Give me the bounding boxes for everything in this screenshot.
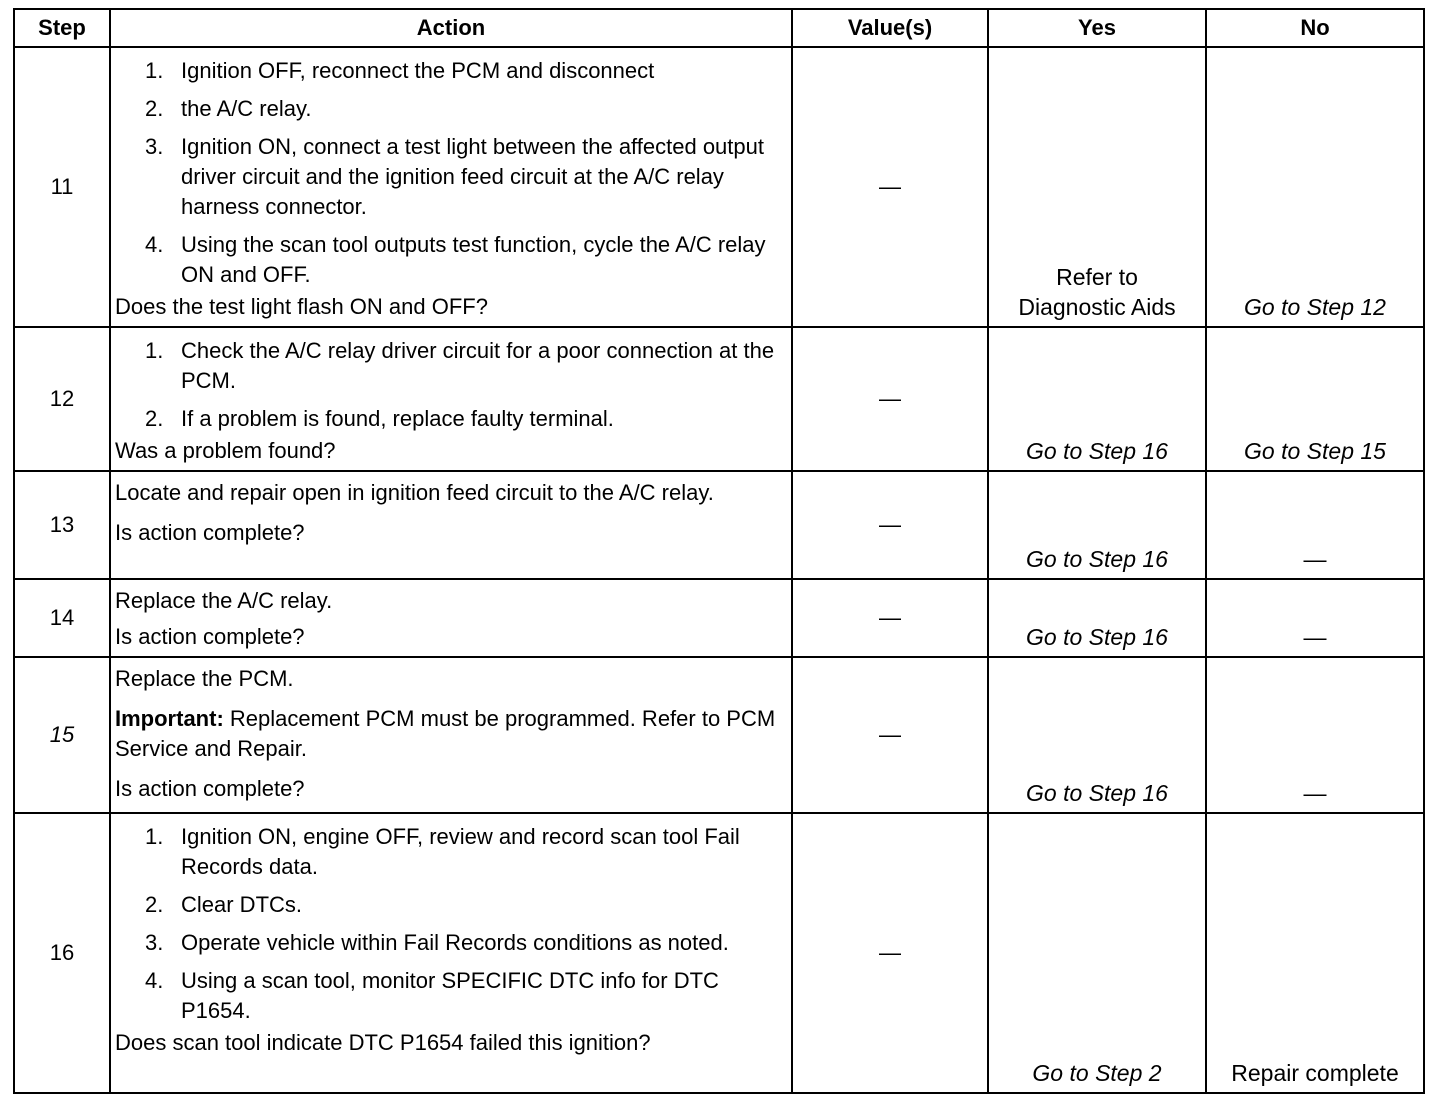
table-row <box>14 327 1424 471</box>
action-question: Was a problem found? <box>115 438 336 463</box>
list-item: 3. Operate vehicle within Fail Records conditions as noted. <box>145 930 729 955</box>
action-question: Is action complete? <box>115 520 305 545</box>
yes-cell: Go to Step 2 <box>988 813 1206 1093</box>
yes-cell: Go to Step 16 <box>988 579 1206 657</box>
no-cell: — <box>1206 471 1424 579</box>
header-no: No <box>1206 9 1424 47</box>
table-row <box>14 579 1424 657</box>
list-item: 4. Using a scan tool, monitor SPECIFIC DTC info for DTC P1654. <box>145 968 719 1023</box>
value-cell: — <box>792 579 988 657</box>
step-number: 16 <box>14 813 110 1093</box>
action-text: Locate and repair open in ignition feed circuit to the A/C relay. <box>115 480 714 505</box>
action-cell <box>110 657 792 813</box>
table-row <box>14 813 1424 1093</box>
step-number: 15 <box>14 657 110 813</box>
list-item: 1. Ignition ON, engine OFF, review and record scan tool Fail Records data. <box>145 824 740 879</box>
yes-cell: Go to Step 16 <box>988 657 1206 813</box>
no-cell: — <box>1206 657 1424 813</box>
important-note: Important: Replacement PCM must be programmed. Refer to PCM Service and Repair. <box>115 706 776 761</box>
no-cell: Go to Step 12 <box>1206 47 1424 327</box>
value-cell: — <box>792 657 988 813</box>
no-cell: Go to Step 15 <box>1206 327 1424 471</box>
action-cell <box>110 327 792 471</box>
action-steps <box>115 822 785 1026</box>
action-text: Replace the A/C relay. <box>115 588 333 613</box>
step-number: 12 <box>14 327 110 471</box>
list-item: 3. Ignition ON, connect a test light between the affected output driver circuit and the ignition feed circuit at the A/C relay harness connector. <box>145 134 764 219</box>
step-number: 11 <box>14 47 110 327</box>
step-number: 14 <box>14 579 110 657</box>
list-item: 1. Check the A/C relay driver circuit for a poor connection at the PCM. <box>145 338 775 393</box>
action-question: Is action complete? <box>115 624 305 649</box>
value-cell: — <box>792 471 988 579</box>
list-item: 2. If a problem is found, replace faulty terminal. <box>145 406 614 431</box>
diagnostic-table <box>13 8 1425 1094</box>
table-row <box>14 471 1424 579</box>
header-values: Value(s) <box>792 9 988 47</box>
no-cell: — <box>1206 579 1424 657</box>
list-item: 1. Ignition OFF, reconnect the PCM and disconnect <box>145 58 655 83</box>
yes-cell: Refer to Diagnostic Aids <box>988 47 1206 327</box>
list-item: 4. Using the scan tool outputs test function, cycle the A/C relay ON and OFF. <box>145 232 766 287</box>
value-cell: — <box>792 327 988 471</box>
action-steps <box>115 336 785 434</box>
action-question: Does scan tool indicate DTC P1654 failed this ignition? <box>115 1030 651 1055</box>
action-steps <box>115 56 785 290</box>
action-cell <box>110 579 792 657</box>
value-cell: — <box>792 813 988 1093</box>
no-cell: Repair complete <box>1206 813 1424 1093</box>
yes-cell: Go to Step 16 <box>988 471 1206 579</box>
action-question: Is action complete? <box>115 776 305 801</box>
action-text: Replace the PCM. <box>115 666 294 691</box>
header-action: Action <box>110 9 792 47</box>
yes-cell: Go to Step 16 <box>988 327 1206 471</box>
value-cell: — <box>792 47 988 327</box>
table-row <box>14 47 1424 327</box>
step-number: 13 <box>14 471 110 579</box>
action-cell <box>110 47 792 327</box>
list-item: 2. the A/C relay. <box>145 96 312 121</box>
header-row <box>14 9 1424 47</box>
action-cell <box>110 813 792 1093</box>
header-yes: Yes <box>988 9 1206 47</box>
header-step: Step <box>14 9 110 47</box>
action-question: Does the test light flash ON and OFF? <box>115 294 488 319</box>
list-item: 2. Clear DTCs. <box>145 892 303 917</box>
table-row <box>14 657 1424 813</box>
action-cell <box>110 471 792 579</box>
